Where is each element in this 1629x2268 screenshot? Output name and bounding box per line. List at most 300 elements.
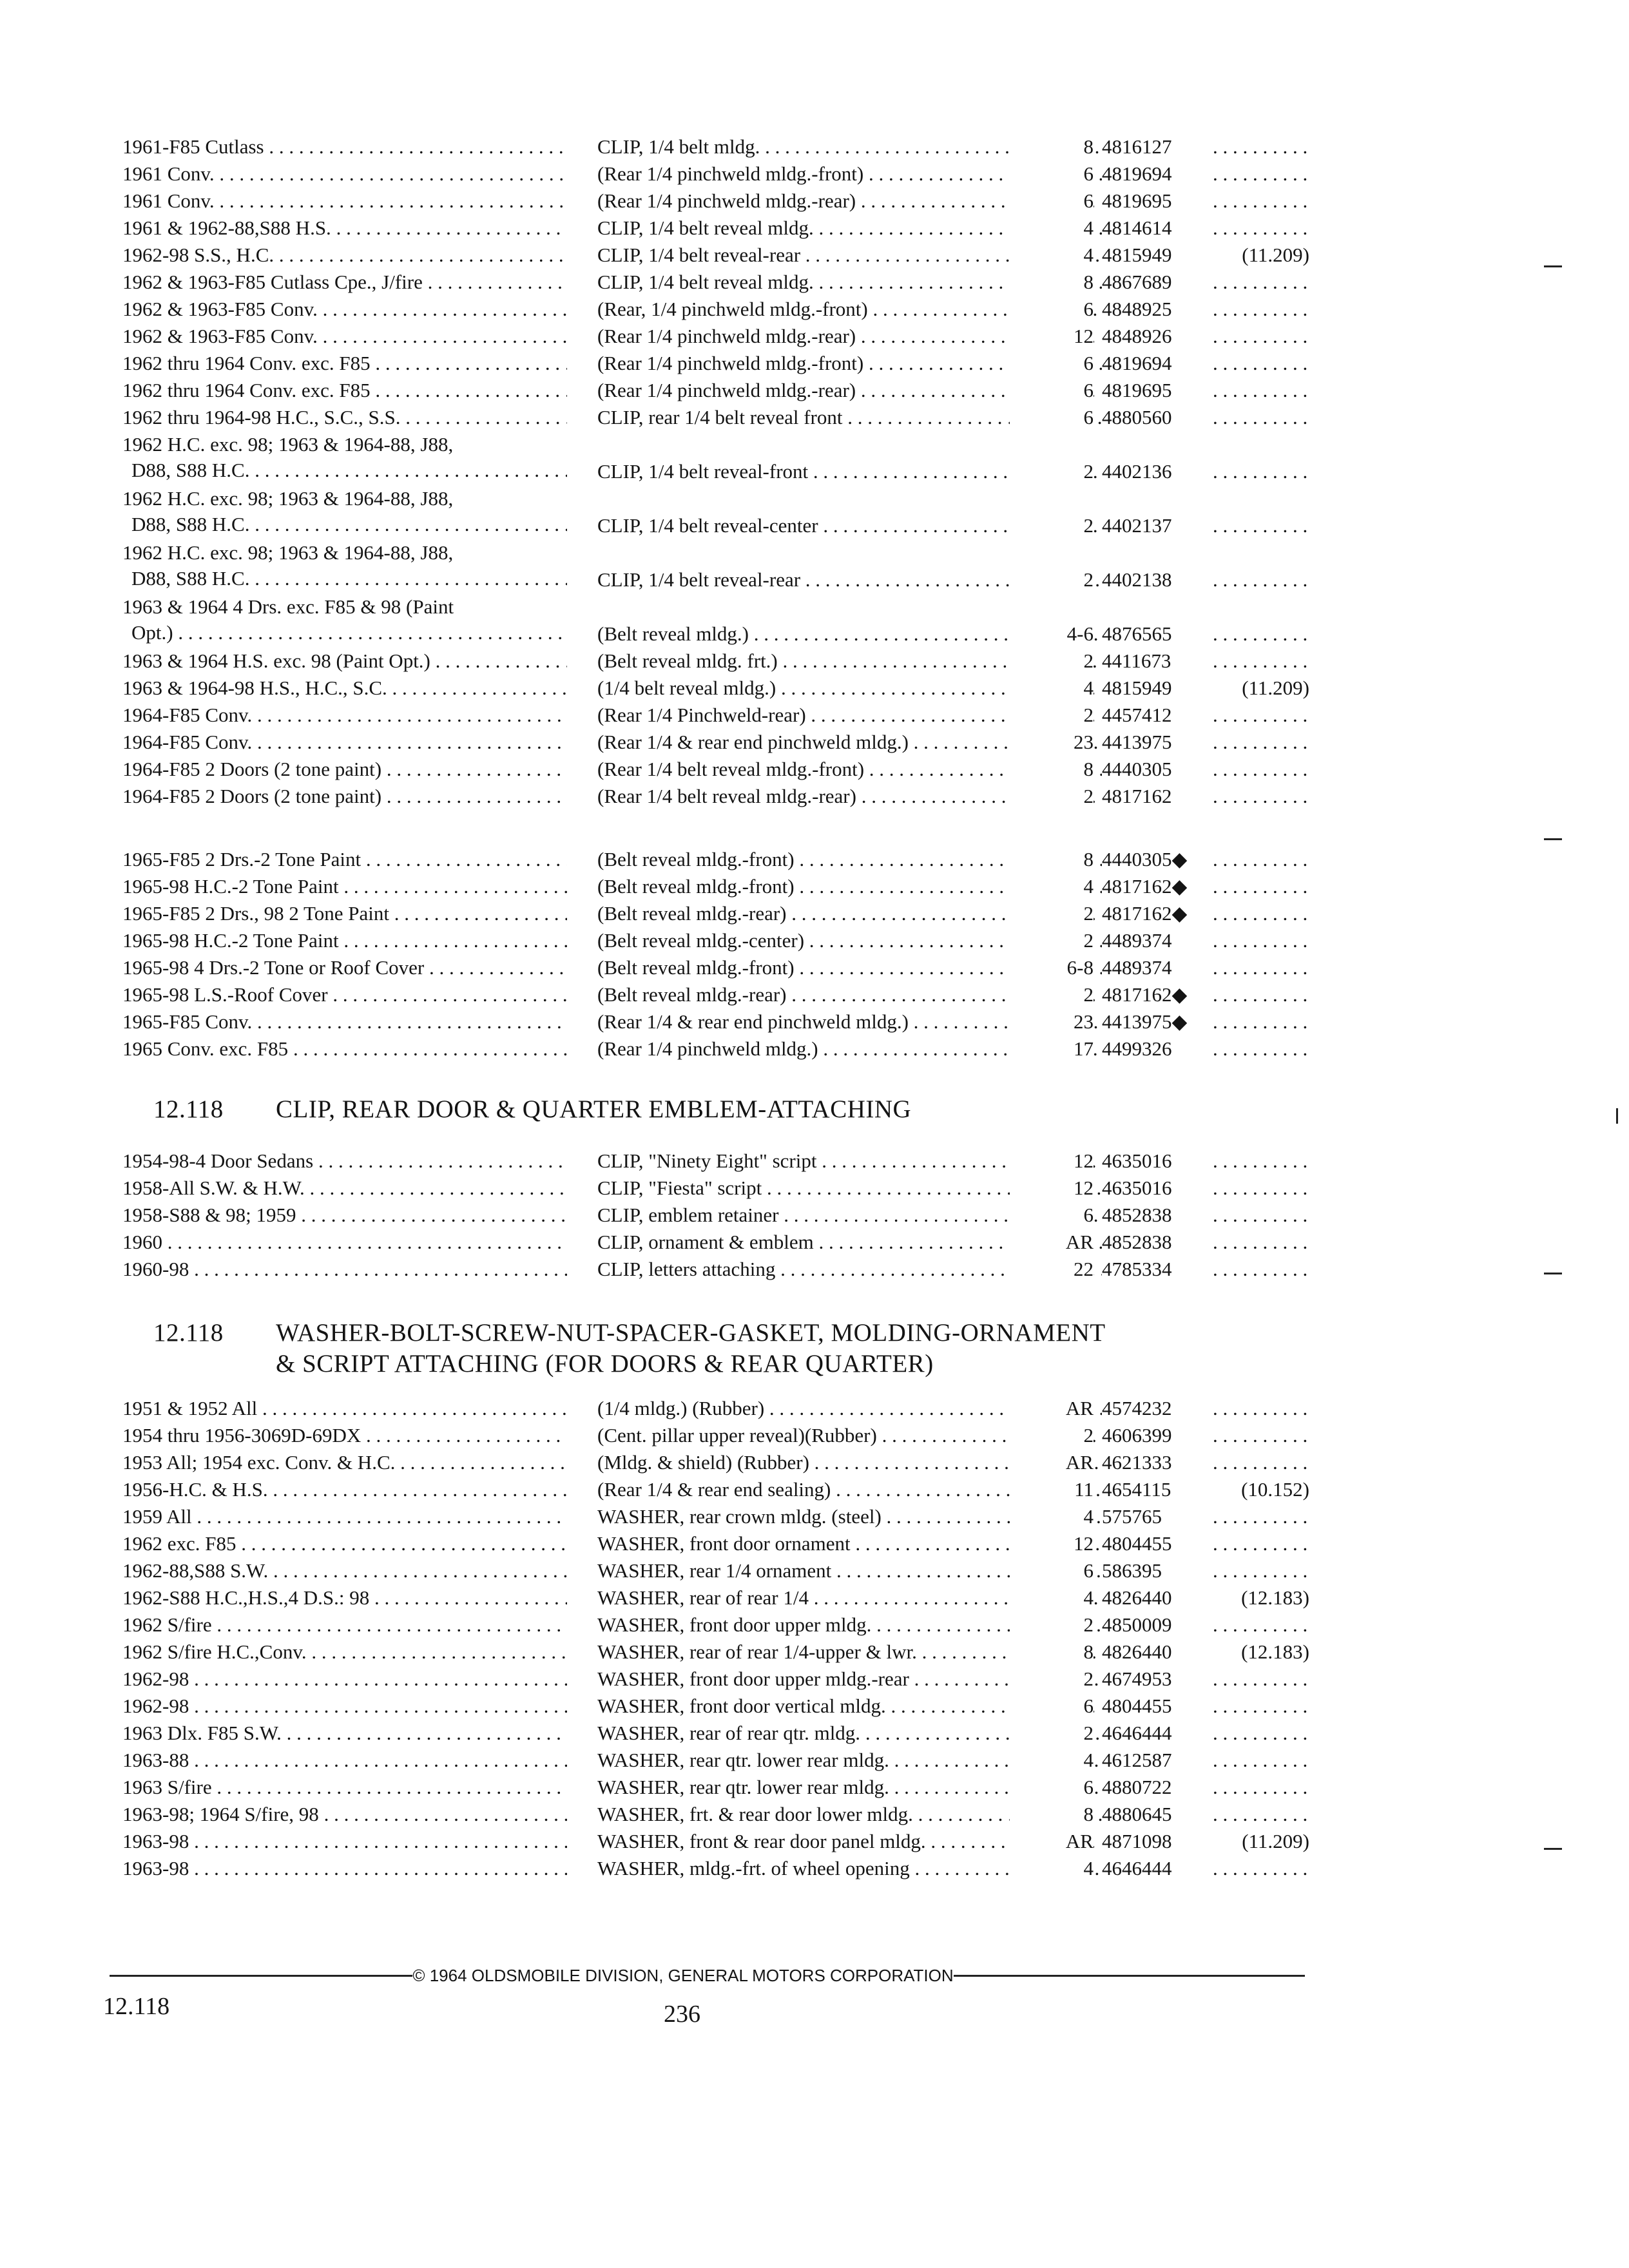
table-row — [122, 378, 1315, 405]
table-row — [122, 783, 1315, 811]
application-cell — [122, 1774, 567, 1800]
part-number: 4826440 — [1102, 1639, 1205, 1665]
quantity: 2 — [1010, 1666, 1094, 1692]
table-row — [122, 648, 1315, 675]
application-cell — [122, 540, 567, 591]
part-number: 4413975◆ — [1102, 1009, 1205, 1035]
table-row — [122, 1175, 1315, 1202]
application-text: D88, S88 H.C. . . . — [122, 457, 567, 483]
part-description: CLIP, 1/4 belt reveal-center . . . — [597, 513, 1131, 539]
application-cell — [122, 1585, 567, 1611]
application-text: 1963-88 . . . — [122, 1747, 567, 1773]
part-number: 4819695 — [1102, 188, 1205, 214]
dot-leader — [1213, 1666, 1309, 1692]
table-row — [122, 847, 1315, 874]
application-text: 1962-98 . . . — [122, 1666, 567, 1692]
part-description: WASHER, frt. & rear door lower mldg. . . . — [597, 1802, 1131, 1827]
application-cell — [122, 1504, 567, 1530]
quantity: 8 — [1010, 134, 1094, 160]
application-text: 1954-98-4 Door Sedans . . . — [122, 1148, 567, 1174]
part-description: (1/4 belt reveal mldg.) . . . — [597, 675, 1131, 701]
part-description: CLIP, 1/4 belt reveal mldg. . . . — [597, 269, 1131, 295]
part-description: CLIP, 1/4 belt reveal mldg. . . . — [597, 215, 1131, 241]
dot-leader — [1213, 405, 1309, 430]
table-row — [122, 1639, 1315, 1666]
application-cell — [122, 756, 567, 782]
part-number: 4489374 — [1102, 955, 1205, 981]
quantity: 4 — [1010, 675, 1094, 701]
part-description: WASHER, rear of rear 1/4-upper & lwr. . . . — [597, 1639, 1131, 1665]
parts-table-emblem-clips — [122, 1148, 1315, 1283]
part-description: (Cent. pillar upper reveal)(Rubber) . . . — [597, 1423, 1131, 1448]
part-description: WASHER, front door upper mldg.-rear . . . — [597, 1666, 1131, 1692]
application-text: 1963 & 1964-98 H.S., H.C., S.C. . . . — [122, 675, 567, 701]
part-description: CLIP, rear 1/4 belt reveal front . . . — [597, 405, 1131, 430]
application-cell — [122, 323, 567, 349]
part-number: 4402138 — [1102, 567, 1205, 593]
application-text: 1962-98 S.S., H.C. . . . — [122, 242, 567, 268]
part-number: 4411673 — [1102, 648, 1205, 674]
application-text: 1965-98 H.C.-2 Tone Paint . . . — [122, 874, 567, 899]
cross-reference: (11.209) — [1213, 675, 1309, 701]
part-description: (Rear 1/4 pinchweld mldg.-front) . . . — [597, 161, 1131, 187]
dot-leader — [1213, 1256, 1309, 1282]
application-text: 1962 S/fire H.C.,Conv. . . . — [122, 1639, 567, 1665]
part-number: 4785334 — [1102, 1256, 1205, 1282]
quantity: AR — [1010, 1229, 1094, 1255]
application-cell — [122, 675, 567, 701]
quantity: 2 — [1010, 459, 1094, 485]
part-number: 4867689 — [1102, 269, 1205, 295]
part-description: (Rear 1/4 & rear end sealing) . . . — [597, 1477, 1131, 1503]
table-row — [122, 1450, 1315, 1477]
application-cell — [122, 1202, 567, 1228]
quantity: 8 — [1010, 1639, 1094, 1665]
table-row — [122, 1802, 1315, 1829]
part-description: (Rear 1/4 & rear end pinchweld mldg.) . . . — [597, 729, 1131, 755]
application-cell — [122, 1229, 567, 1255]
table-row — [122, 1229, 1315, 1256]
cross-reference: (11.209) — [1213, 242, 1309, 268]
application-cell — [122, 296, 567, 322]
part-description: (Mldg. & shield) (Rubber) . . . — [597, 1450, 1131, 1475]
dot-leader — [1213, 1202, 1309, 1228]
application-cell — [122, 215, 567, 241]
part-number: 4817162◆ — [1102, 874, 1205, 899]
application-text: 1956-H.C. & H.S. . . . — [122, 1477, 567, 1503]
application-cell — [122, 1450, 567, 1475]
dot-leader — [1213, 783, 1309, 809]
quantity: AR — [1010, 1829, 1094, 1854]
dot-leader — [1213, 1802, 1309, 1827]
part-number: 4826440 — [1102, 1585, 1205, 1611]
part-number: 4612587 — [1102, 1747, 1205, 1773]
part-description: (Rear 1/4 pinchweld mldg.-rear) . . . — [597, 378, 1131, 403]
part-description: (Belt reveal mldg.-front) . . . — [597, 874, 1131, 899]
application-text: 1965-F85 2 Drs., 98 2 Tone Paint . . . — [122, 901, 567, 927]
part-number: 575765 — [1102, 1504, 1205, 1530]
application-text: 1962-98 . . . — [122, 1693, 567, 1719]
application-cell — [122, 1148, 567, 1174]
application-cell — [122, 1531, 567, 1557]
part-number: 4574232 — [1102, 1396, 1205, 1421]
part-description: (Belt reveal mldg.-front) . . . — [597, 955, 1131, 981]
quantity: 6 — [1010, 1774, 1094, 1800]
quantity: 11 — [1010, 1477, 1094, 1503]
dot-leader — [1213, 1175, 1309, 1201]
quantity: 22 — [1010, 1256, 1094, 1282]
dot-leader — [1213, 621, 1309, 647]
application-text: D88, S88 H.C. . . . — [122, 566, 567, 591]
table-row — [122, 323, 1315, 351]
application-cell — [122, 783, 567, 809]
dot-leader — [1213, 756, 1309, 782]
quantity: 2 — [1010, 783, 1094, 809]
table-row — [122, 1504, 1315, 1531]
part-number: 4413975 — [1102, 729, 1205, 755]
application-cell — [122, 1639, 567, 1665]
part-number: 4635016 — [1102, 1175, 1205, 1201]
part-number: 4457412 — [1102, 702, 1205, 728]
part-number: 4815949 — [1102, 242, 1205, 268]
table-row — [122, 1009, 1315, 1036]
application-text: 1963-98 . . . — [122, 1829, 567, 1854]
application-cell — [122, 1175, 567, 1201]
part-number: 4499326 — [1102, 1036, 1205, 1062]
application-cell — [122, 1423, 567, 1448]
quantity: 6 — [1010, 296, 1094, 322]
section-number: 12.118 — [153, 1095, 224, 1123]
part-number: 4816127 — [1102, 134, 1205, 160]
table-row — [122, 1585, 1315, 1612]
application-text: 1963 & 1964 4 Drs. exc. F85 & 98 (Paint — [122, 595, 454, 618]
application-text: 1962 & 1963-F85 Cutlass Cpe., J/fire . . . — [122, 269, 567, 295]
part-number: 4804455 — [1102, 1693, 1205, 1719]
part-description: CLIP, emblem retainer . . . — [597, 1202, 1131, 1228]
application-text: 1962 thru 1964 Conv. exc. F85 . . . — [122, 378, 567, 403]
part-description: CLIP, letters attaching . . . — [597, 1256, 1131, 1282]
application-cell — [122, 594, 567, 646]
dot-leader — [1213, 1720, 1309, 1746]
application-cell — [122, 1612, 567, 1638]
quantity: 4 — [1010, 1585, 1094, 1611]
dot-leader — [1213, 513, 1309, 539]
application-cell — [122, 847, 567, 872]
application-cell — [122, 134, 567, 160]
application-text: 1954 thru 1956-3069D-69DX . . . — [122, 1423, 567, 1448]
application-cell — [122, 188, 567, 214]
quantity: 2 — [1010, 1720, 1094, 1746]
margin-mark — [1616, 1108, 1618, 1124]
application-cell — [122, 1802, 567, 1827]
application-text: 1961 Conv. . . . — [122, 188, 567, 214]
quantity: 6 — [1010, 351, 1094, 376]
dot-leader — [1213, 215, 1309, 241]
margin-mark — [1544, 1273, 1562, 1274]
dot-leader — [1213, 1148, 1309, 1174]
table-row — [122, 1148, 1315, 1175]
dot-leader — [1213, 648, 1309, 674]
parts-table-clip-quarter-belt — [122, 134, 1315, 811]
dot-leader — [1213, 188, 1309, 214]
application-text: 1962 H.C. exc. 98; 1963 & 1964-88, J88, — [122, 541, 454, 564]
table-row — [122, 269, 1315, 296]
application-text: 1962 & 1963-F85 Conv. . . . — [122, 296, 567, 322]
part-description: CLIP, 1/4 belt reveal-front . . . — [597, 459, 1131, 485]
part-number: 4876565 — [1102, 621, 1205, 647]
section-code: 12.118 — [103, 1993, 170, 2020]
quantity: 4 — [1010, 874, 1094, 899]
quantity: AR — [1010, 1450, 1094, 1475]
table-row — [122, 1612, 1315, 1639]
dot-leader — [1213, 1856, 1309, 1881]
part-description: (Belt reveal mldg.-rear) . . . — [597, 901, 1131, 927]
application-cell — [122, 242, 567, 268]
application-cell — [122, 1747, 567, 1773]
section-heading-emblem-attaching — [153, 1094, 911, 1125]
application-cell — [122, 1036, 567, 1062]
table-row — [122, 486, 1315, 540]
part-number: 4646444 — [1102, 1720, 1205, 1746]
quantity: 8 — [1010, 847, 1094, 872]
part-description: (Rear, 1/4 pinchweld mldg.-front) . . . — [597, 296, 1131, 322]
table-row — [122, 296, 1315, 323]
part-description: CLIP, 1/4 belt mldg. . . . — [597, 134, 1131, 160]
application-text: 1962 thru 1964 Conv. exc. F85 . . . — [122, 351, 567, 376]
part-description: WASHER, front door ornament . . . — [597, 1531, 1131, 1557]
quantity: 12 — [1010, 1175, 1094, 1201]
part-number: 4402136 — [1102, 459, 1205, 485]
part-description: CLIP, "Fiesta" script . . . — [597, 1175, 1131, 1201]
application-cell — [122, 1829, 567, 1854]
dot-leader — [1213, 1747, 1309, 1773]
application-text: 1961 Conv. . . . — [122, 161, 567, 187]
part-description: WASHER, front door vertical mldg. . . . — [597, 1693, 1131, 1719]
part-description: (Belt reveal mldg.-rear) . . . — [597, 982, 1131, 1008]
section-number: 12.118 — [153, 1319, 224, 1347]
part-description: (Rear 1/4 pinchweld mldg.-rear) . . . — [597, 323, 1131, 349]
margin-mark — [1544, 838, 1562, 840]
dot-leader — [1213, 1036, 1309, 1062]
part-number: 4848925 — [1102, 296, 1205, 322]
dot-leader — [1213, 296, 1309, 322]
application-text: 1962-88,S88 S.W. . . . — [122, 1558, 567, 1584]
application-cell — [122, 955, 567, 981]
quantity: 12 — [1010, 1531, 1094, 1557]
part-description: CLIP, "Ninety Eight" script . . . — [597, 1148, 1131, 1174]
application-text: 1958-S88 & 98; 1959 . . . — [122, 1202, 567, 1228]
table-row — [122, 928, 1315, 955]
application-text: 1964-F85 2 Doors (2 tone paint) . . . — [122, 756, 567, 782]
quantity: 23 — [1010, 729, 1094, 755]
application-cell — [122, 378, 567, 403]
part-number: 4817162 — [1102, 783, 1205, 809]
application-text: 1963-98 . . . — [122, 1856, 567, 1881]
application-text: 1962 thru 1964-98 H.C., S.C., S.S. . . . — [122, 405, 567, 430]
cross-reference: (10.152) — [1213, 1477, 1309, 1503]
part-number: 4880722 — [1102, 1774, 1205, 1800]
dot-leader — [1213, 928, 1309, 954]
dot-leader — [1213, 874, 1309, 899]
table-row — [122, 134, 1315, 161]
part-description: (Rear 1/4 pinchweld mldg.) . . . — [597, 1036, 1131, 1062]
application-text: 1961 & 1962-88,S88 H.S. . . . — [122, 215, 567, 241]
quantity: 2 — [1010, 901, 1094, 927]
dot-leader — [1213, 351, 1309, 376]
table-row — [122, 756, 1315, 783]
section-title-continued: & SCRIPT ATTACHING (FOR DOORS & REAR QUARTER) — [276, 1350, 934, 1378]
application-text: 1961-F85 Cutlass . . . — [122, 134, 567, 160]
part-description: (Belt reveal mldg.-front) . . . — [597, 847, 1131, 872]
part-description: (Rear 1/4 Pinchweld-rear) . . . — [597, 702, 1131, 728]
part-number: 4635016 — [1102, 1148, 1205, 1174]
part-description: WASHER, rear of rear qtr. mldg. . . . — [597, 1720, 1131, 1746]
application-text: 1958-All S.W. & H.W. . . . — [122, 1175, 567, 1201]
dot-leader — [1213, 1558, 1309, 1584]
page-number: 236 — [664, 2001, 700, 2028]
cross-reference: (12.183) — [1213, 1639, 1309, 1665]
quantity: 4 — [1010, 1856, 1094, 1881]
quantity: 6 — [1010, 378, 1094, 403]
dot-leader — [1213, 1531, 1309, 1557]
part-number: 4848926 — [1102, 323, 1205, 349]
application-cell — [122, 1256, 567, 1282]
application-text: 1965-F85 Conv. . . . — [122, 1009, 567, 1035]
parts-table-washers — [122, 1396, 1315, 1883]
application-cell — [122, 1558, 567, 1584]
part-number: 4606399 — [1102, 1423, 1205, 1448]
application-text: 1964-F85 Conv. . . . — [122, 702, 567, 728]
quantity: 6 — [1010, 161, 1094, 187]
application-text: 1963 Dlx. F85 S.W. . . . — [122, 1720, 567, 1746]
table-row — [122, 1856, 1315, 1883]
application-cell — [122, 161, 567, 187]
quantity: 8 — [1010, 269, 1094, 295]
table-row — [122, 1829, 1315, 1856]
part-description: (Rear 1/4 pinchweld mldg.-front) . . . — [597, 351, 1131, 376]
part-number: 4880560 — [1102, 405, 1205, 430]
part-number: 4819695 — [1102, 378, 1205, 403]
application-text: 1964-F85 Conv. . . . — [122, 729, 567, 755]
quantity: 6 — [1010, 1693, 1094, 1719]
dot-leader — [1213, 269, 1309, 295]
application-cell — [122, 432, 567, 483]
application-text: 1951 & 1952 All . . . — [122, 1396, 567, 1421]
part-number: 4489374 — [1102, 928, 1205, 954]
quantity: 2 — [1010, 1423, 1094, 1448]
dot-leader — [1213, 459, 1309, 485]
part-description: WASHER, rear of rear 1/4 . . . — [597, 1585, 1131, 1611]
table-row — [122, 1531, 1315, 1558]
part-description: CLIP, 1/4 belt reveal-rear . . . — [597, 242, 1131, 268]
quantity: 4 — [1010, 1504, 1094, 1530]
dot-leader — [1213, 1009, 1309, 1035]
part-description: (Rear 1/4 pinchweld mldg.-rear) . . . — [597, 188, 1131, 214]
application-cell — [122, 1666, 567, 1692]
quantity: 2 — [1010, 702, 1094, 728]
cross-reference: (12.183) — [1213, 1585, 1309, 1611]
footer-rule-left — [110, 1975, 412, 1977]
application-text: 1964-F85 2 Doors (2 tone paint) . . . — [122, 783, 567, 809]
application-text: 1962 H.C. exc. 98; 1963 & 1964-88, J88, — [122, 487, 454, 510]
dot-leader — [1213, 1423, 1309, 1448]
table-row — [122, 1423, 1315, 1450]
quantity: 2 — [1010, 567, 1094, 593]
application-cell — [122, 486, 567, 537]
application-text: 1959 All . . . — [122, 1504, 567, 1530]
application-cell — [122, 874, 567, 899]
quantity: 6 — [1010, 1202, 1094, 1228]
application-cell — [122, 1693, 567, 1719]
table-row — [122, 874, 1315, 901]
part-number: 4402137 — [1102, 513, 1205, 539]
part-description: WASHER, front door upper mldg. . . . — [597, 1612, 1131, 1638]
application-text: 1960 . . . — [122, 1229, 567, 1255]
part-number: 4440305 — [1102, 756, 1205, 782]
part-description: (Rear 1/4 & rear end pinchweld mldg.) . . . — [597, 1009, 1131, 1035]
application-text: 1963 & 1964 H.S. exc. 98 (Paint Opt.) . . . — [122, 648, 567, 674]
dot-leader — [1213, 702, 1309, 728]
dot-leader — [1213, 1612, 1309, 1638]
quantity: 6 — [1010, 1558, 1094, 1584]
application-cell — [122, 405, 567, 430]
table-row — [122, 901, 1315, 928]
table-row — [122, 242, 1315, 269]
dot-leader — [1213, 1450, 1309, 1475]
quantity: 4 — [1010, 215, 1094, 241]
part-description: CLIP, 1/4 belt reveal-rear . . . — [597, 567, 1131, 593]
quantity: 12 — [1010, 323, 1094, 349]
application-text: 1963 S/fire . . . — [122, 1774, 567, 1800]
quantity: 4 — [1010, 1747, 1094, 1773]
section-heading-washer-attaching — [153, 1318, 1106, 1379]
part-description: WASHER, rear crown mldg. (steel) . . . — [597, 1504, 1131, 1530]
dot-leader — [1213, 378, 1309, 403]
dot-leader — [1213, 901, 1309, 927]
application-cell — [122, 1396, 567, 1421]
application-cell — [122, 702, 567, 728]
dot-leader — [1213, 847, 1309, 872]
application-text: 1963-98; 1964 S/fire, 98 . . . — [122, 1802, 567, 1827]
application-text: 1953 All; 1954 exc. Conv. & H.C. . . . — [122, 1450, 567, 1475]
table-row — [122, 1747, 1315, 1774]
quantity: 2 — [1010, 928, 1094, 954]
application-cell — [122, 351, 567, 376]
quantity: 12 — [1010, 1148, 1094, 1174]
application-text: 1962 & 1963-F85 Conv. . . . — [122, 323, 567, 349]
quantity: 17 — [1010, 1036, 1094, 1062]
cross-reference: (11.209) — [1213, 1829, 1309, 1854]
table-row — [122, 1666, 1315, 1693]
part-description: WASHER, rear qtr. lower rear mldg. . . . — [597, 1774, 1131, 1800]
quantity: 2 — [1010, 513, 1094, 539]
table-row — [122, 675, 1315, 702]
dot-leader — [1213, 1229, 1309, 1255]
application-text: 1965-98 4 Drs.-2 Tone or Roof Cover . . . — [122, 955, 567, 981]
part-description: (Belt reveal mldg. frt.) . . . — [597, 648, 1131, 674]
table-row — [122, 729, 1315, 756]
dot-leader — [1213, 161, 1309, 187]
part-number: 4852838 — [1102, 1202, 1205, 1228]
part-number: 4674953 — [1102, 1666, 1205, 1692]
table-row — [122, 1036, 1315, 1063]
quantity: 2 — [1010, 982, 1094, 1008]
application-text: 1965 Conv. exc. F85 . . . — [122, 1036, 567, 1062]
application-text: 1965-98 H.C.-2 Tone Paint . . . — [122, 928, 567, 954]
application-cell — [122, 1009, 567, 1035]
quantity: 6 — [1010, 188, 1094, 214]
part-number: 4815949 — [1102, 675, 1205, 701]
